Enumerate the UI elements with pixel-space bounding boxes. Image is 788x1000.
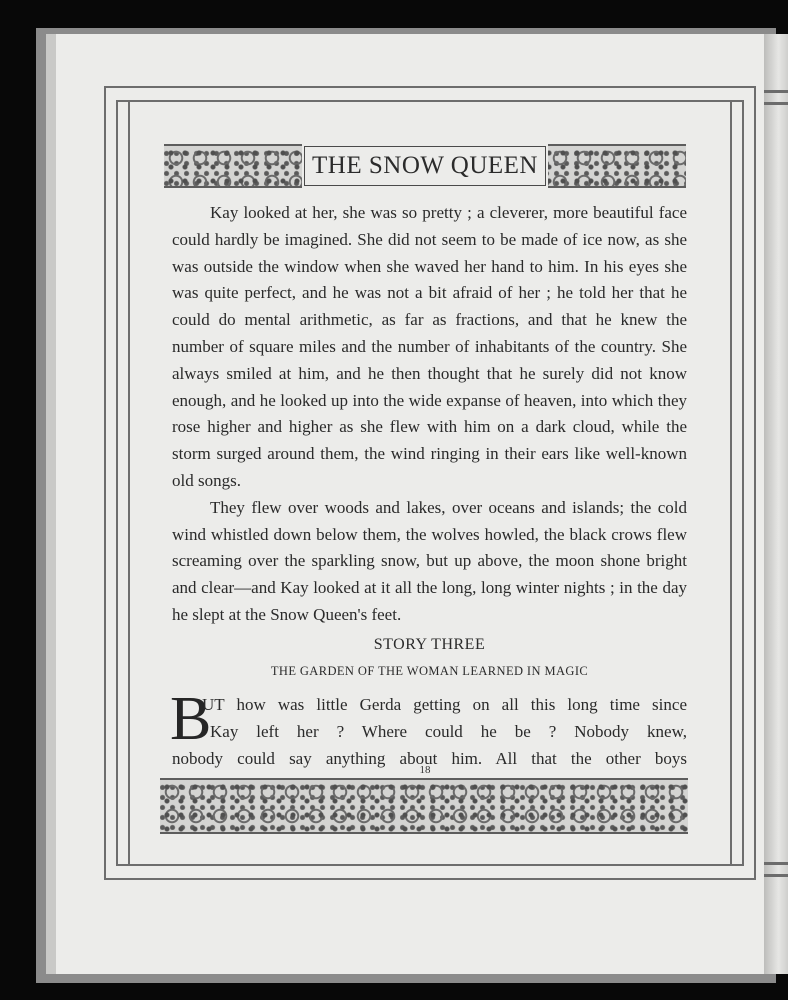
body-text <box>172 200 687 629</box>
page-number: 18 <box>419 764 431 776</box>
chapter-subtitle: THE GARDEN OF THE WOMAN LEARNED IN MAGIC <box>270 664 589 678</box>
footer-ornament <box>160 778 688 834</box>
page-title: THE SNOW QUEEN <box>304 146 546 186</box>
drop-cap: B <box>170 685 212 753</box>
paragraph: They flew over woods and lakes, over oceans and islands; the cold wind whistled down below them, the wolves howled, the black crows flew screaming over the sparkling snow, but up above, the moon shone bright and clear—and Kay looked at it all the long, long winter nights ; in the day he slept at the Snow Queen's feet. <box>172 497 687 624</box>
text-line: nobody could say anything about him. All that the other boys <box>172 748 687 768</box>
paragraph: Kay looked at her, she was so pretty ; a cleverer, more beautiful face could hardly be imagined. She did not seem to be made of ice now, as she was outside the window when she waved her hand to him. In his eyes she was quite perfect, and he was not a bit afraid of her ; he told her that he could do mental arithmetic, as far as fractions, and that he knew the number of square miles and the number of inhabitants of the country. She always smiled at him, and he then thought that he surely did not know enough, and he looked up into the wide expanse of heaven, into which they rose higher and higher as she flew with him on a dark cloud, while the storm surged around them, the wind ringing in their ears like well-known old songs. <box>172 203 687 490</box>
facing-page-edge <box>764 34 788 974</box>
text-line: UT how was little Gerda getting on all this long time since <box>202 695 687 714</box>
chapter-text <box>172 692 687 772</box>
text-line: Kay left her ? Where could he be ? Nobody knew, <box>210 721 687 741</box>
chapter-heading: STORY THREE <box>373 636 486 653</box>
